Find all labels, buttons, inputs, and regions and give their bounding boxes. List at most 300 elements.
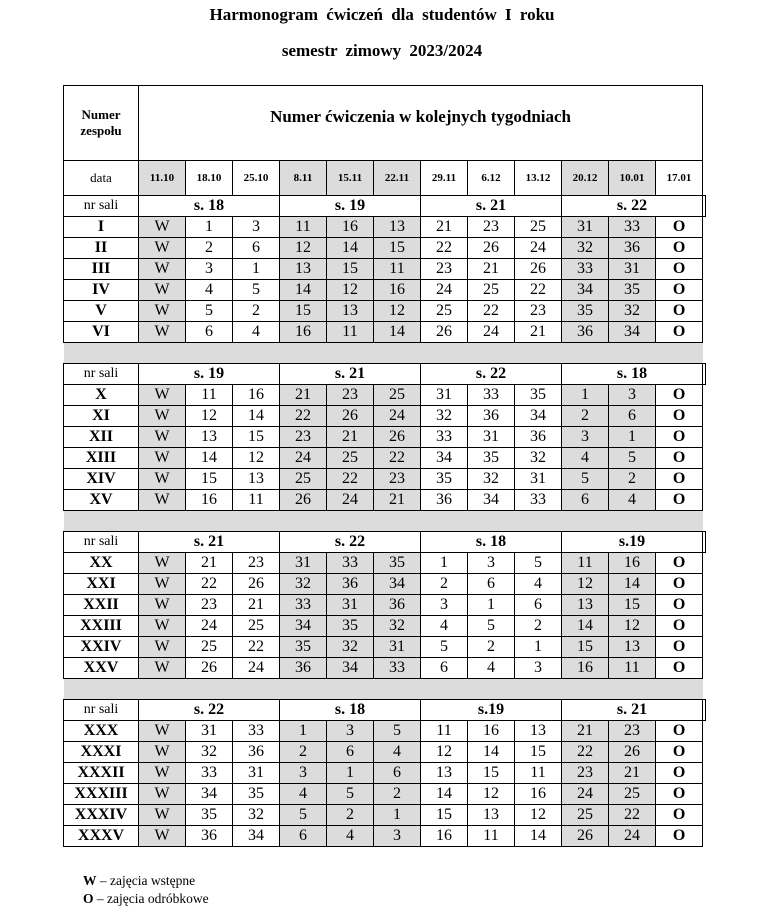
exercise-cell: 12: [515, 805, 562, 826]
exercise-cell: 32: [374, 616, 421, 637]
exercise-cell: 23: [327, 385, 374, 406]
exercise-cell: 13: [374, 217, 421, 238]
exercise-cell: W: [139, 406, 186, 427]
team-cell: XI: [64, 406, 139, 427]
exercise-cell: O: [656, 721, 703, 742]
table-row: [64, 406, 706, 427]
exercise-cell: 5: [233, 280, 280, 301]
exercise-cell: W: [139, 322, 186, 343]
exercise-cell: 33: [280, 595, 327, 616]
room-cell: s. 19: [280, 196, 421, 217]
exercise-cell: 26: [562, 826, 609, 847]
exercise-cell: 22: [233, 637, 280, 658]
exercise-cell: 26: [186, 658, 233, 679]
exercise-cell: 35: [515, 385, 562, 406]
exercise-cell: W: [139, 448, 186, 469]
exercise-cell: 6: [186, 322, 233, 343]
exercise-cell: W: [139, 427, 186, 448]
exercise-cell: 14: [609, 574, 656, 595]
table-row: [64, 301, 706, 322]
team-cell: XXXI: [64, 742, 139, 763]
exercise-cell: 25: [562, 805, 609, 826]
exercise-cell: 26: [515, 259, 562, 280]
legend-key: W: [83, 873, 97, 888]
exercise-cell: 34: [374, 574, 421, 595]
exercise-cell: 2: [327, 805, 374, 826]
exercise-cell: O: [656, 217, 703, 238]
exercise-cell: 3: [562, 427, 609, 448]
exercise-cell: 11: [233, 490, 280, 511]
exercise-cell: 1: [562, 385, 609, 406]
exercise-cell: 1: [468, 595, 515, 616]
exercise-cell: 31: [515, 469, 562, 490]
exercise-cell: 35: [374, 553, 421, 574]
exercise-cell: 22: [562, 742, 609, 763]
exercise-cell: 33: [562, 259, 609, 280]
exercise-cell: 24: [609, 826, 656, 847]
exercise-cell: O: [656, 784, 703, 805]
room-empty-cell: [703, 196, 706, 217]
exercise-cell: 11: [515, 763, 562, 784]
exercise-cell: W: [139, 595, 186, 616]
exercise-cell: 26: [327, 406, 374, 427]
exercise-cell: 34: [609, 322, 656, 343]
room-cell: s. 19: [139, 364, 280, 385]
exercise-cell: O: [656, 469, 703, 490]
exercise-cell: 33: [609, 217, 656, 238]
exercise-cell: O: [656, 826, 703, 847]
exercise-cell: 21: [609, 763, 656, 784]
table-row: [64, 469, 706, 490]
exercise-cell: 11: [468, 826, 515, 847]
exercise-cell: 31: [186, 721, 233, 742]
team-cell: XXXIII: [64, 784, 139, 805]
exercise-cell: 4: [233, 322, 280, 343]
exercise-cell: 4: [374, 742, 421, 763]
team-cell: XXX: [64, 721, 139, 742]
exercise-cell: O: [656, 574, 703, 595]
exercise-cell: 6: [468, 574, 515, 595]
exercise-cell: 2: [562, 406, 609, 427]
date-label: data: [64, 161, 139, 196]
exercise-cell: 16: [515, 784, 562, 805]
team-cell: XIV: [64, 469, 139, 490]
legend-key: O: [83, 891, 94, 906]
exercise-cell: 24: [186, 616, 233, 637]
room-empty-cell: [703, 700, 706, 721]
room-label: nr sali: [64, 700, 139, 721]
exercise-cell: 5: [468, 616, 515, 637]
exercise-cell: 26: [468, 238, 515, 259]
room-row: [64, 700, 706, 721]
team-cell: XXXII: [64, 763, 139, 784]
room-cell: s. 21: [139, 532, 280, 553]
exercise-cell: 14: [233, 406, 280, 427]
exercise-cell: 34: [233, 826, 280, 847]
separator-row: [64, 511, 706, 532]
exercise-cell: 22: [327, 469, 374, 490]
exercise-cell: 13: [186, 427, 233, 448]
team-cell: XXII: [64, 595, 139, 616]
exercise-cell: 6: [562, 490, 609, 511]
exercise-cell: 3: [374, 826, 421, 847]
exercise-cell: 32: [280, 574, 327, 595]
exercise-cell: 22: [515, 280, 562, 301]
exercise-cell: 3: [327, 721, 374, 742]
exercise-cell: 23: [186, 595, 233, 616]
team-cell: XX: [64, 553, 139, 574]
room-cell: s. 22: [562, 196, 703, 217]
exercise-cell: 12: [374, 301, 421, 322]
legend-item-w: [83, 873, 195, 889]
exercise-cell: 1: [327, 763, 374, 784]
exercise-cell: 4: [562, 448, 609, 469]
exercise-cell: O: [656, 637, 703, 658]
exercise-cell: W: [139, 574, 186, 595]
date-cell: 17.01: [656, 161, 703, 196]
exercise-cell: 23: [233, 553, 280, 574]
exercise-cell: 26: [421, 322, 468, 343]
exercise-cell: O: [656, 427, 703, 448]
exercise-cell: O: [656, 322, 703, 343]
exercise-cell: 23: [515, 301, 562, 322]
exercise-cell: 33: [421, 427, 468, 448]
schedule-table: [63, 85, 706, 847]
exercise-cell: 15: [327, 259, 374, 280]
exercise-cell: 21: [186, 553, 233, 574]
exercise-cell: 4: [468, 658, 515, 679]
exercise-cell: 34: [468, 490, 515, 511]
date-cell: 10.01: [609, 161, 656, 196]
separator-cell: [64, 511, 703, 532]
exercise-cell: 14: [421, 784, 468, 805]
table-row: [64, 574, 706, 595]
exercise-cell: 14: [280, 280, 327, 301]
exercise-cell: 35: [468, 448, 515, 469]
table-row: [64, 553, 706, 574]
date-cell: 29.11: [421, 161, 468, 196]
exercise-cell: 2: [609, 469, 656, 490]
exercise-cell: 13: [468, 805, 515, 826]
exercise-cell: 24: [562, 784, 609, 805]
room-cell: s. 21: [562, 700, 703, 721]
exercise-cell: W: [139, 553, 186, 574]
exercise-cell: 31: [562, 217, 609, 238]
exercise-cell: 16: [609, 553, 656, 574]
exercise-cell: 21: [421, 217, 468, 238]
exercise-cell: 6: [609, 406, 656, 427]
exercise-cell: 25: [374, 385, 421, 406]
exercise-cell: 25: [421, 301, 468, 322]
exercise-cell: 3: [233, 217, 280, 238]
exercise-cell: 16: [280, 322, 327, 343]
room-cell: s. 18: [421, 532, 562, 553]
team-cell: XXXV: [64, 826, 139, 847]
exercise-cell: 31: [327, 595, 374, 616]
exercise-cell: 22: [609, 805, 656, 826]
exercise-cell: 6: [515, 595, 562, 616]
room-cell: s.19: [421, 700, 562, 721]
exercise-cell: O: [656, 490, 703, 511]
exercise-cell: W: [139, 469, 186, 490]
exercise-cell: O: [656, 616, 703, 637]
exercise-cell: 15: [186, 469, 233, 490]
exercise-cell: 6: [280, 826, 327, 847]
table-row: [64, 238, 706, 259]
separator-cell: [64, 343, 703, 364]
exercise-cell: 35: [421, 469, 468, 490]
exercise-cell: 11: [280, 217, 327, 238]
table-row: [64, 280, 706, 301]
exercise-cell: 25: [327, 448, 374, 469]
exercise-cell: 23: [468, 217, 515, 238]
exercise-cell: 11: [609, 658, 656, 679]
legend-item-o: [83, 891, 209, 907]
exercise-cell: 13: [421, 763, 468, 784]
room-cell: s. 18: [562, 364, 703, 385]
table-row: [64, 595, 706, 616]
separator-cell: [64, 679, 703, 700]
room-label: nr sali: [64, 364, 139, 385]
exercise-cell: 32: [468, 469, 515, 490]
exercise-cell: 26: [233, 574, 280, 595]
exercise-cell: 1: [374, 805, 421, 826]
exercise-cell: 36: [280, 658, 327, 679]
team-cell: VI: [64, 322, 139, 343]
exercise-cell: W: [139, 259, 186, 280]
exercise-cell: O: [656, 805, 703, 826]
exercise-cell: 25: [233, 616, 280, 637]
room-row: [64, 364, 706, 385]
exercise-cell: 36: [374, 595, 421, 616]
exercise-cell: 31: [609, 259, 656, 280]
exercise-cell: 13: [609, 637, 656, 658]
team-cell: I: [64, 217, 139, 238]
room-cell: s. 22: [421, 364, 562, 385]
team-cell: II: [64, 238, 139, 259]
team-cell: III: [64, 259, 139, 280]
exercise-cell: O: [656, 238, 703, 259]
exercise-cell: 12: [468, 784, 515, 805]
team-cell: XXIII: [64, 616, 139, 637]
exercise-cell: 1: [186, 217, 233, 238]
exercise-cell: 5: [421, 637, 468, 658]
exercise-cell: 12: [280, 238, 327, 259]
table-row: [64, 259, 706, 280]
exercise-cell: O: [656, 658, 703, 679]
exercise-cell: 13: [327, 301, 374, 322]
table-row: [64, 385, 706, 406]
exercise-cell: 2: [186, 238, 233, 259]
exercise-cell: 36: [609, 238, 656, 259]
exercise-cell: W: [139, 742, 186, 763]
exercise-cell: 31: [468, 427, 515, 448]
exercise-cell: W: [139, 217, 186, 238]
exercise-cell: 36: [468, 406, 515, 427]
exercise-cell: 12: [562, 574, 609, 595]
exercise-cell: 11: [327, 322, 374, 343]
separator-row: [64, 679, 706, 700]
exercise-cell: W: [139, 490, 186, 511]
exercise-cell: 15: [421, 805, 468, 826]
table-row: [64, 637, 706, 658]
exercise-cell: 33: [374, 658, 421, 679]
exercise-cell: 2: [374, 784, 421, 805]
exercise-cell: 21: [468, 259, 515, 280]
exercise-cell: 4: [186, 280, 233, 301]
exercise-cell: 24: [327, 490, 374, 511]
exercise-cell: 15: [515, 742, 562, 763]
legend-text: – zajęcia wstępne: [96, 873, 196, 888]
exercise-cell: 22: [280, 406, 327, 427]
date-cell: 18.10: [186, 161, 233, 196]
room-row: [64, 196, 706, 217]
exercise-cell: W: [139, 385, 186, 406]
exercise-cell: O: [656, 259, 703, 280]
table-row: [64, 490, 706, 511]
exercise-cell: 16: [186, 490, 233, 511]
table-row: [64, 322, 706, 343]
exercise-cell: 14: [515, 826, 562, 847]
exercise-cell: 35: [609, 280, 656, 301]
table-row: [64, 448, 706, 469]
exercise-cell: 13: [233, 469, 280, 490]
exercise-cell: 24: [421, 280, 468, 301]
exercise-cell: 21: [280, 385, 327, 406]
date-cell: 25.10: [233, 161, 280, 196]
table-row: [64, 763, 706, 784]
exercise-cell: 14: [468, 742, 515, 763]
exercise-cell: 14: [327, 238, 374, 259]
exercise-cell: 4: [421, 616, 468, 637]
exercise-cell: 33: [186, 763, 233, 784]
exercise-cell: 6: [374, 763, 421, 784]
table-row: [64, 427, 706, 448]
exercise-cell: 12: [186, 406, 233, 427]
exercise-cell: 1: [280, 721, 327, 742]
exercise-cell: 5: [609, 448, 656, 469]
date-cell: 11.10: [139, 161, 186, 196]
exercise-cell: 16: [374, 280, 421, 301]
exercise-cell: 24: [374, 406, 421, 427]
exercise-cell: 12: [327, 280, 374, 301]
exercise-cell: W: [139, 805, 186, 826]
exercise-cell: 35: [280, 637, 327, 658]
exercise-cell: 22: [186, 574, 233, 595]
team-cell: V: [64, 301, 139, 322]
exercise-cell: 36: [233, 742, 280, 763]
date-row: [64, 161, 706, 196]
date-cell: 20.12: [562, 161, 609, 196]
exercise-cell: W: [139, 658, 186, 679]
exercise-header: Numer ćwiczenia w kolejnych tygodniach: [139, 86, 703, 161]
exercise-cell: 15: [562, 637, 609, 658]
exercise-cell: W: [139, 826, 186, 847]
exercise-cell: 13: [280, 259, 327, 280]
team-cell: X: [64, 385, 139, 406]
exercise-cell: 11: [421, 721, 468, 742]
exercise-cell: 5: [186, 301, 233, 322]
room-cell: s. 22: [280, 532, 421, 553]
exercise-cell: 36: [186, 826, 233, 847]
exercise-cell: 21: [233, 595, 280, 616]
exercise-cell: 34: [562, 280, 609, 301]
exercise-cell: 16: [233, 385, 280, 406]
table-row: [64, 805, 706, 826]
exercise-cell: 24: [515, 238, 562, 259]
exercise-cell: 15: [468, 763, 515, 784]
exercise-cell: 12: [421, 742, 468, 763]
exercise-cell: 6: [421, 658, 468, 679]
exercise-cell: 23: [421, 259, 468, 280]
exercise-cell: 23: [562, 763, 609, 784]
exercise-cell: 16: [562, 658, 609, 679]
exercise-cell: 34: [515, 406, 562, 427]
exercise-cell: 33: [233, 721, 280, 742]
exercise-cell: 2: [515, 616, 562, 637]
exercise-cell: 35: [327, 616, 374, 637]
exercise-cell: 35: [233, 784, 280, 805]
exercise-cell: 21: [327, 427, 374, 448]
exercise-cell: 3: [515, 658, 562, 679]
exercise-cell: 14: [186, 448, 233, 469]
table-row: [64, 217, 706, 238]
exercise-cell: O: [656, 301, 703, 322]
exercise-cell: W: [139, 280, 186, 301]
exercise-cell: 33: [515, 490, 562, 511]
exercise-cell: 4: [280, 784, 327, 805]
exercise-cell: 22: [374, 448, 421, 469]
table-row: [64, 658, 706, 679]
exercise-cell: 26: [609, 742, 656, 763]
exercise-cell: W: [139, 784, 186, 805]
exercise-cell: 24: [280, 448, 327, 469]
room-row: [64, 532, 706, 553]
room-empty-cell: [703, 364, 706, 385]
team-cell: XV: [64, 490, 139, 511]
exercise-cell: 23: [374, 469, 421, 490]
exercise-cell: 3: [468, 553, 515, 574]
exercise-cell: 24: [468, 322, 515, 343]
exercise-cell: 13: [562, 595, 609, 616]
exercise-cell: 6: [327, 742, 374, 763]
exercise-cell: W: [139, 238, 186, 259]
date-cell: 8.11: [280, 161, 327, 196]
exercise-cell: 2: [421, 574, 468, 595]
page-subtitle: semestr zimowy 2023/2024: [281, 41, 483, 60]
exercise-cell: W: [139, 721, 186, 742]
date-cell: 22.11: [374, 161, 421, 196]
exercise-cell: W: [139, 763, 186, 784]
date-cell: 6.12: [468, 161, 515, 196]
exercise-cell: 2: [280, 742, 327, 763]
table-row: [64, 784, 706, 805]
exercise-cell: 23: [280, 427, 327, 448]
exercise-cell: 34: [186, 784, 233, 805]
exercise-cell: 15: [280, 301, 327, 322]
exercise-cell: 1: [609, 427, 656, 448]
exercise-cell: 32: [609, 301, 656, 322]
exercise-cell: 15: [374, 238, 421, 259]
exercise-cell: 1: [421, 553, 468, 574]
exercise-cell: 4: [609, 490, 656, 511]
exercise-cell: 13: [515, 721, 562, 742]
exercise-cell: 11: [374, 259, 421, 280]
exercise-cell: 5: [374, 721, 421, 742]
exercise-cell: 25: [186, 637, 233, 658]
exercise-cell: 11: [562, 553, 609, 574]
exercise-cell: 12: [609, 616, 656, 637]
